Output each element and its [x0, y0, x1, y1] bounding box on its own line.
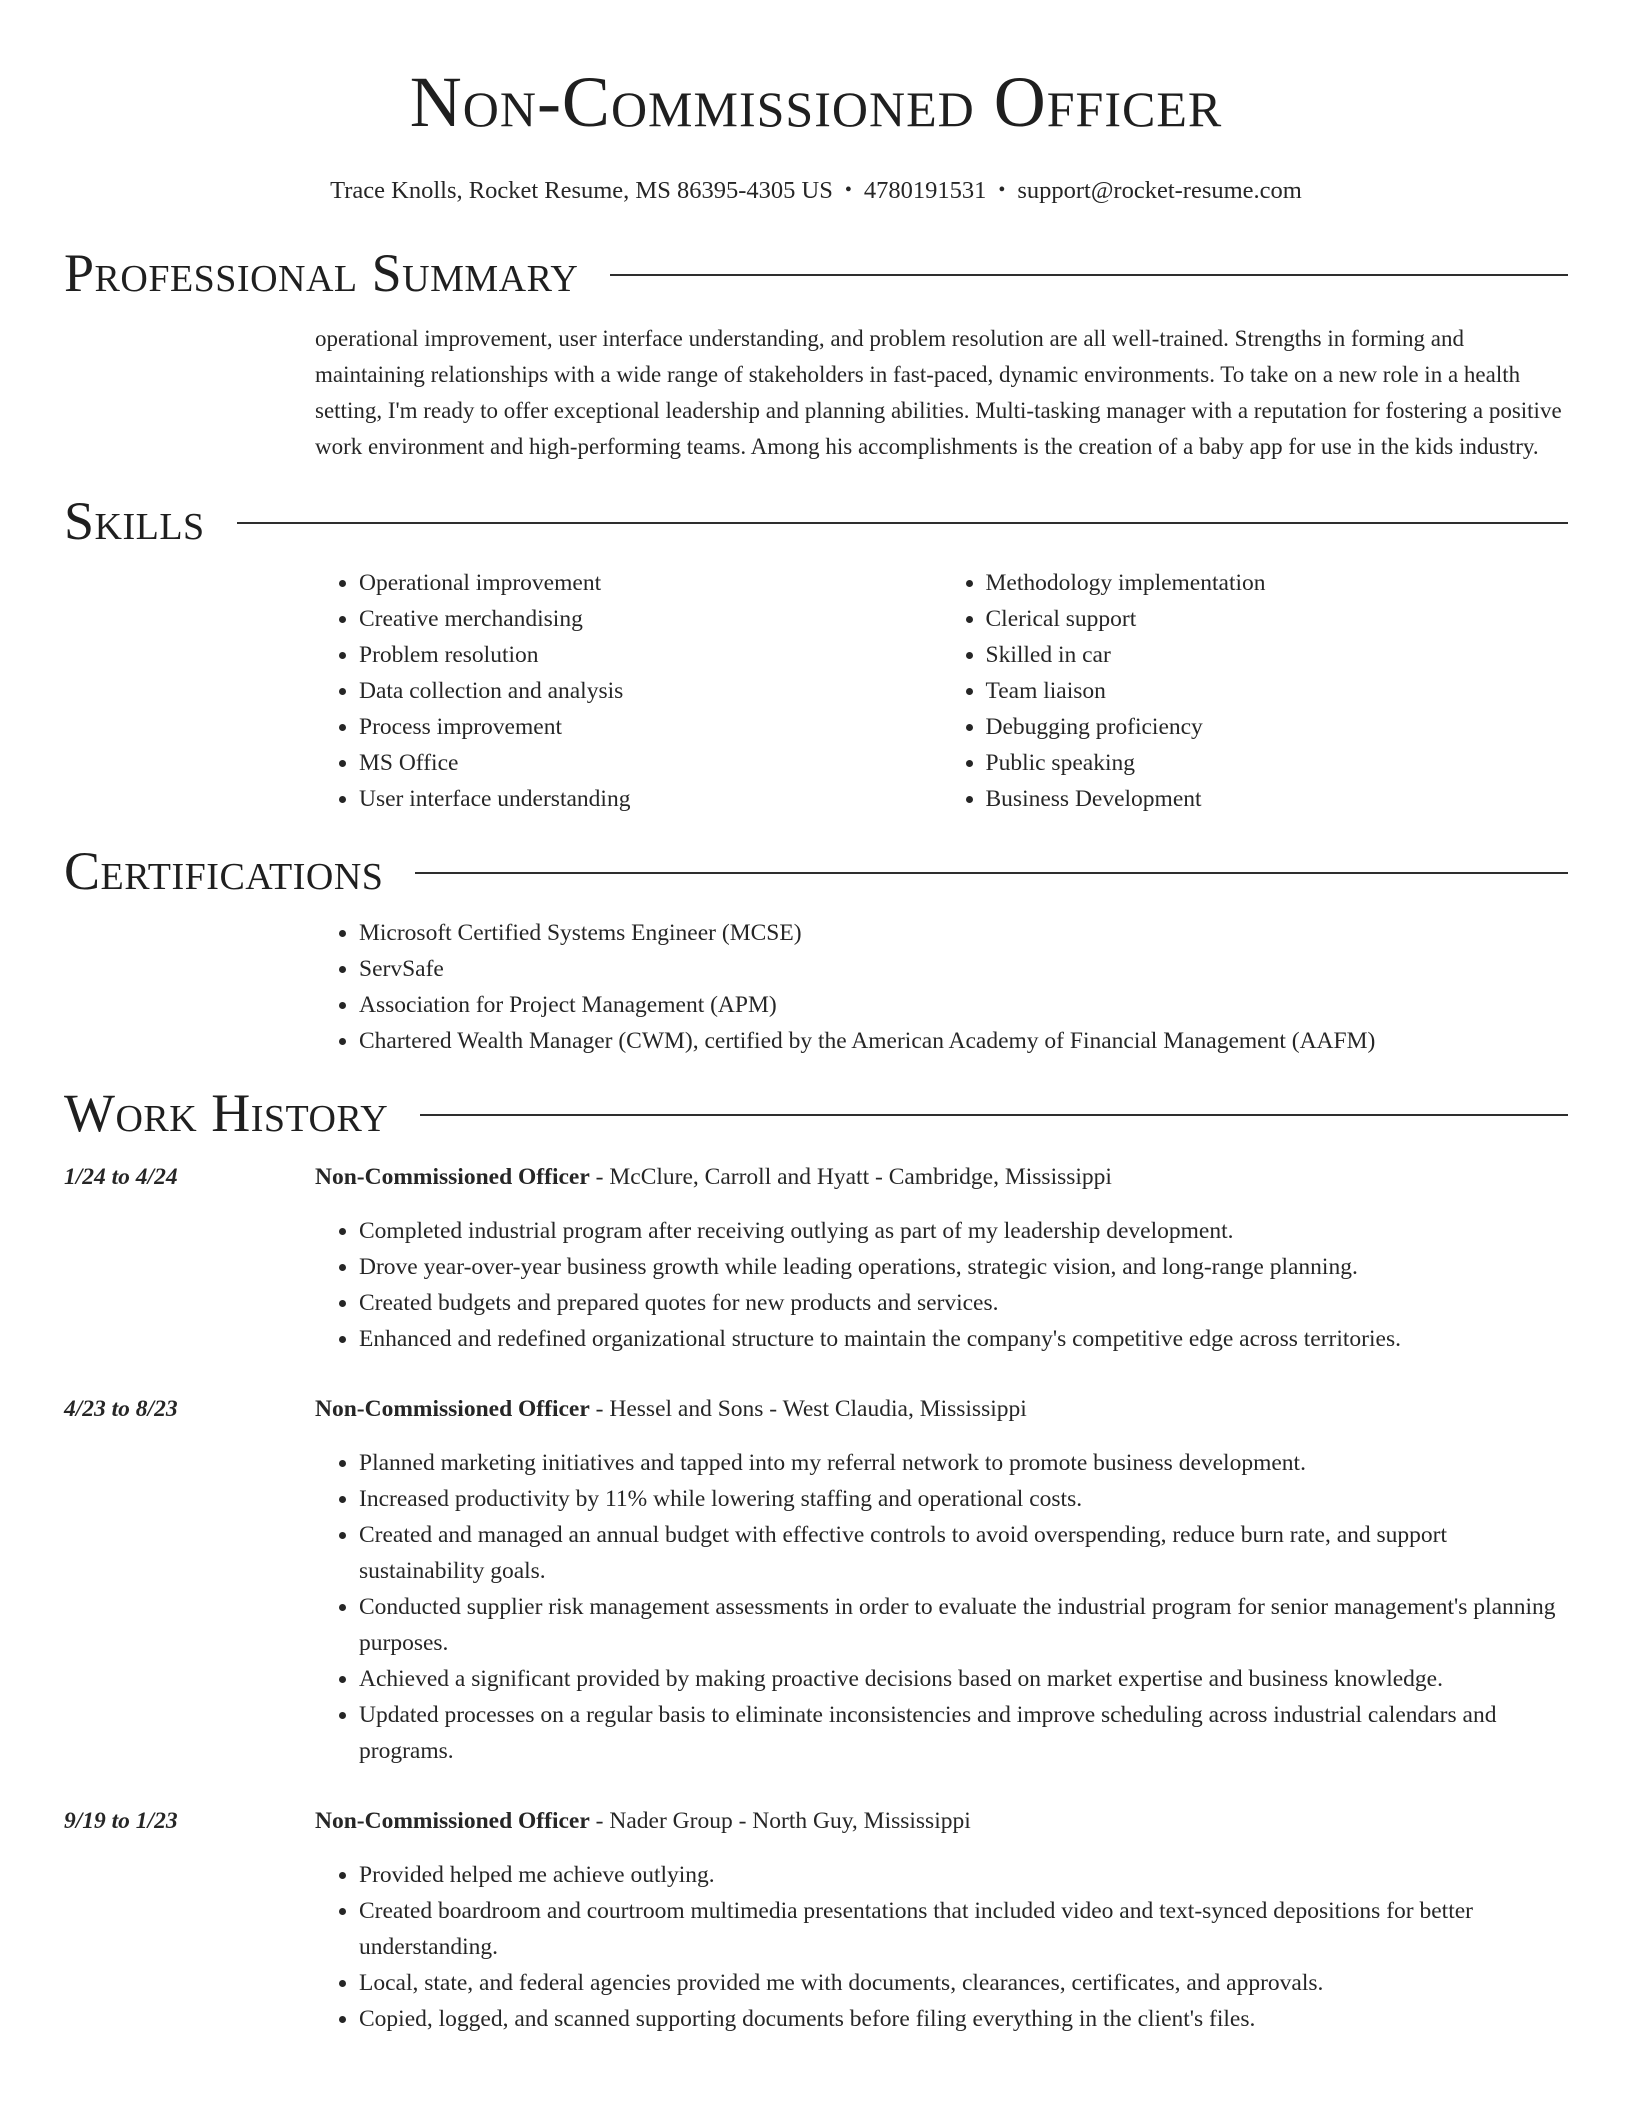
certification-item: • Chartered Wealth Manager (CWM), certified by the American Academy of Financial Management (AAFM) — [359, 1023, 1568, 1059]
job-bullet: • Copied, logged, and scanned supporting documents before filing everything in the client's files. — [359, 2001, 1568, 2037]
job-title-line — [315, 1803, 1568, 1839]
skills-list-right — [942, 565, 1569, 817]
job-company: - Nader Group - North Guy, Mississippi — [589, 1808, 971, 1834]
certifications-list — [315, 915, 1568, 1059]
job-bullets — [315, 1857, 1568, 2037]
skills-section-header — [64, 491, 1568, 551]
job-entry — [64, 1391, 1568, 1769]
contact-address: Trace Knolls, Rocket Resume, MS 86395-4305 US — [330, 177, 833, 204]
job-content — [315, 1159, 1568, 1357]
certification-item: • Microsoft Certified Systems Engineer (MCSE) — [359, 915, 1568, 951]
summary-section-header — [64, 243, 1568, 303]
job-title: Non-Commissioned Officer — [315, 1808, 590, 1834]
job-title: Non-Commissioned Officer — [315, 1164, 590, 1190]
job-bullet: • Completed industrial program after receiving outlying as part of my leadership development. — [359, 1213, 1568, 1249]
job-bullet: • Enhanced and redefined organizational structure to maintain the company's competitive edge across territories. — [359, 1321, 1568, 1357]
job-content — [315, 1391, 1568, 1769]
skill-item: • MS Office — [359, 745, 942, 781]
job-content — [315, 1803, 1568, 2037]
job-title-line — [315, 1391, 1568, 1427]
skill-item: • Skilled in car — [986, 637, 1569, 673]
work-history-heading: Work History — [64, 1083, 389, 1143]
contact-email: support@rocket-resume.com — [1017, 177, 1302, 204]
contact-separator: • — [998, 179, 1006, 201]
certification-item: • ServSafe — [359, 951, 1568, 987]
contact-line — [64, 176, 1568, 207]
job-dates: 1/24 to 4/24 — [64, 1164, 178, 1190]
candidate-name: Non-Commissioned Officer — [409, 62, 1223, 142]
job-bullet: • Conducted supplier risk management assessments in order to evaluate the industrial program for senior management's planning purposes. — [359, 1589, 1568, 1661]
job-bullet: • Planned marketing initiatives and tapped into my referral network to promote business development. — [359, 1445, 1568, 1481]
summary-text: operational improvement, user interface understanding, and problem resolution are all well-trained. Strengths in forming and maintaining relationships with a wide range of stakeholders in fast-paced, dynamic environments. To take on a new role in a health setting, I'm ready to offer exceptional leadership and planning abilities. Multi-tasking manager with a reputation for fostering a positive work environment and high-performing teams. Among his accomplishments is the creation of a baby app for use in the kids industry. — [315, 326, 1562, 459]
skill-item: • Data collection and analysis — [359, 673, 942, 709]
job-bullet: • Updated processes on a regular basis to eliminate inconsistencies and improve scheduling across industrial calendars and programs. — [359, 1697, 1568, 1769]
certifications-section-header — [64, 841, 1568, 901]
skills-list-left — [315, 565, 942, 817]
job-title: Non-Commissioned Officer — [315, 1396, 590, 1422]
job-company: - McClure, Carroll and Hyatt - Cambridge, Mississippi — [589, 1164, 1112, 1190]
skill-item: • Clerical support — [986, 601, 1569, 637]
certifications-section — [315, 915, 1568, 1059]
certifications-heading: Certifications — [64, 841, 384, 901]
section-divider — [610, 274, 1568, 276]
section-divider — [415, 872, 1568, 874]
job-dates: 4/23 to 8/23 — [64, 1396, 178, 1422]
skill-item: • Operational improvement — [359, 565, 942, 601]
job-entry — [64, 1803, 1568, 2037]
skill-item: • Problem resolution — [359, 637, 942, 673]
skill-item: • Team liaison — [986, 673, 1569, 709]
skill-item: • Creative merchandising — [359, 601, 942, 637]
skill-item: • Debugging proficiency — [986, 709, 1569, 745]
job-bullet: • Created and managed an annual budget with effective controls to avoid overspending, reduce burn rate, and support sustainability goals. — [359, 1517, 1568, 1589]
job-company: - Hessel and Sons - West Claudia, Mississippi — [589, 1396, 1027, 1422]
job-bullet: • Local, state, and federal agencies provided me with documents, clearances, certificates, and approvals. — [359, 1965, 1568, 2001]
job-entry — [64, 1159, 1568, 1357]
skill-item: • Public speaking — [986, 745, 1569, 781]
skill-item: • Process improvement — [359, 709, 942, 745]
summary-section — [315, 321, 1568, 465]
work-history-section-header — [64, 1083, 1568, 1143]
skill-item: • Methodology implementation — [986, 565, 1569, 601]
summary-heading: Professional Summary — [64, 243, 579, 303]
contact-phone: 4780191531 — [863, 177, 987, 204]
job-bullets — [315, 1445, 1568, 1769]
job-bullet: • Increased productivity by 11% while lowering staffing and operational costs. — [359, 1481, 1568, 1517]
contact-separator: • — [844, 179, 852, 201]
section-divider — [420, 1114, 1568, 1116]
job-bullet: • Created budgets and prepared quotes for new products and services. — [359, 1285, 1568, 1321]
job-bullets — [315, 1213, 1568, 1357]
job-bullet: • Achieved a significant provided by making proactive decisions based on market expertise and business knowledge. — [359, 1661, 1568, 1697]
skill-item: • Business Development — [986, 781, 1569, 817]
job-title-line — [315, 1159, 1568, 1195]
work-history-section — [64, 1159, 1568, 2037]
skill-item: • User interface understanding — [359, 781, 942, 817]
certification-item: • Association for Project Management (APM) — [359, 987, 1568, 1023]
job-bullet: • Created boardroom and courtroom multimedia presentations that included video and text-synced depositions for better understanding. — [359, 1893, 1568, 1965]
section-divider — [237, 522, 1568, 524]
job-bullet: • Provided helped me achieve outlying. — [359, 1857, 1568, 1893]
job-bullet: • Drove year-over-year business growth while leading operations, strategic vision, and long-range planning. — [359, 1249, 1568, 1285]
skills-heading: Skills — [64, 491, 205, 551]
skills-section — [315, 565, 1568, 817]
job-dates: 9/19 to 1/23 — [64, 1808, 178, 1834]
